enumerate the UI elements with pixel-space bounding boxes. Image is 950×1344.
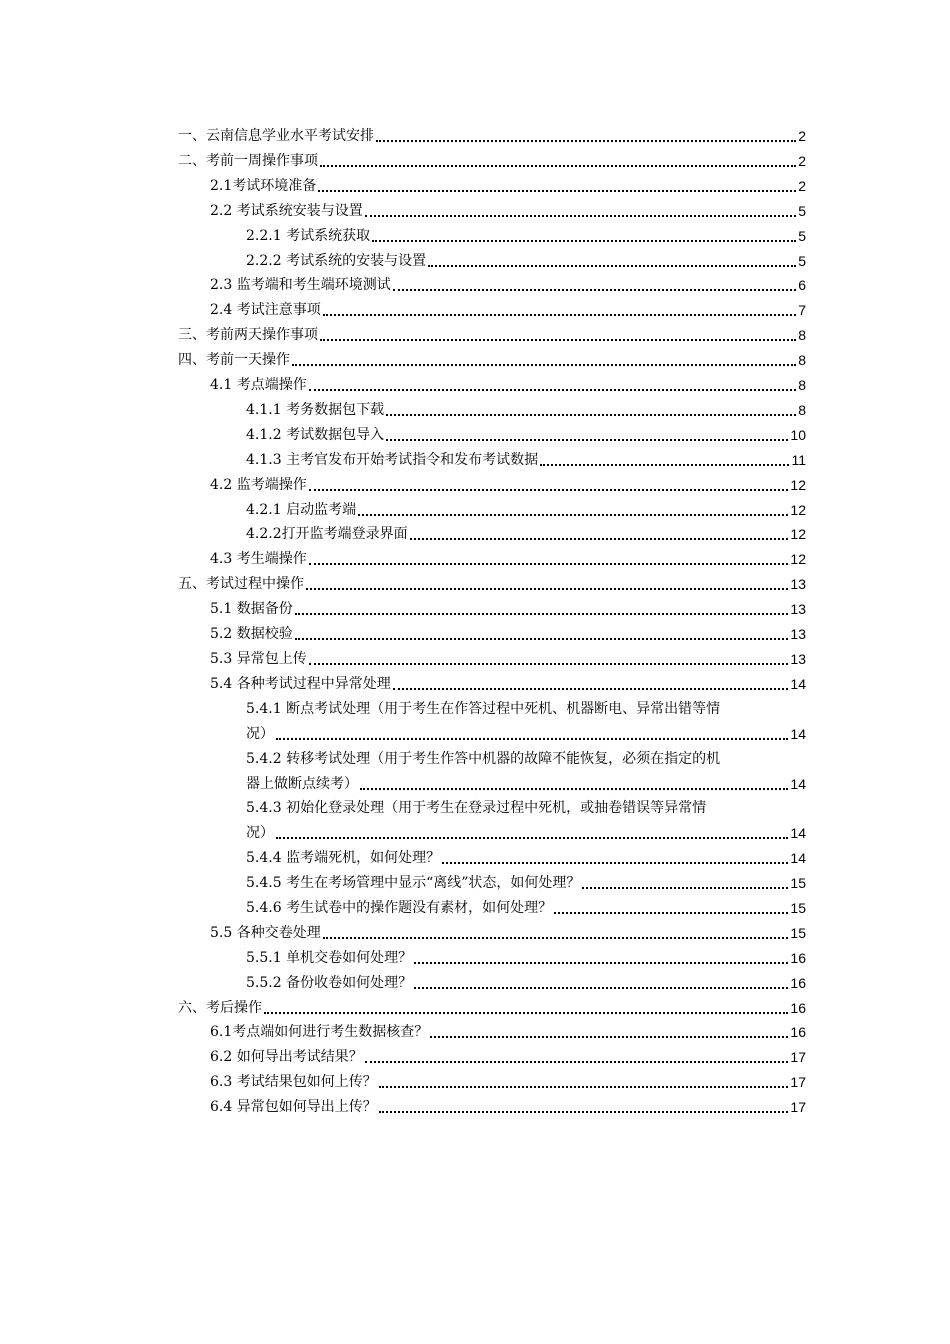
toc-entry[interactable] [246,224,806,249]
toc-entry[interactable] [246,697,806,747]
toc-entry[interactable] [178,124,806,149]
toc-page-number: 16 [790,999,806,1016]
toc-entry-title: 5.4.2 转移考试处理（用于考生作答中机器的故障不能恢复，必须在指定的机 [246,750,721,767]
toc-entry[interactable] [246,398,806,423]
toc-page-number: 14 [790,675,806,692]
toc-page-number: 16 [790,949,806,966]
toc-entry-title: 五、考试过程中操作 [178,576,304,593]
toc-entry[interactable] [210,174,806,199]
toc-entry[interactable] [178,323,806,348]
toc-entry-title: 4.2.1 启动监考端 [246,501,357,518]
toc-entry[interactable] [246,846,806,871]
toc-entry[interactable] [246,249,806,274]
dot-leader [309,663,789,665]
dot-leader [376,140,796,142]
toc-entry-title: 5.4.3 初始化登录处理（用于考生在登录过程中死机，或抽卷错误等异常情 [246,800,707,817]
toc-entry-title: 2.1考试环境准备 [210,177,317,194]
toc-entry-title: 4.2 监考端操作 [210,476,307,493]
toc-entry-title: 三、考前两天操作事项 [178,327,318,344]
dot-leader [309,489,789,491]
toc-entry-title: 5.3 异常包上传 [210,650,307,667]
toc-entry[interactable] [246,871,806,896]
toc-entry[interactable] [246,522,806,547]
toc-page-number: 5 [798,227,806,244]
toc-entry[interactable] [210,547,806,572]
dot-leader [360,788,788,790]
toc-entry-title-continued: 况） [246,725,274,742]
toc-page-number: 15 [790,875,806,891]
toc-page-number: 5 [798,252,806,269]
toc-page-number: 5 [798,202,806,219]
toc-page-number: 14 [790,725,806,742]
toc-page-number: 8 [798,377,806,393]
dot-leader [276,837,788,839]
toc-page-number: 13 [790,576,806,593]
dot-leader [295,638,789,640]
toc-page-number: 8 [798,401,806,418]
toc-page-number: 13 [790,650,806,667]
dot-leader [379,1111,789,1113]
dot-leader [393,289,796,291]
dot-leader [428,265,796,267]
dot-leader [320,165,796,167]
dot-leader [309,389,796,391]
dot-leader [414,987,788,989]
toc-entry-title: 六、考后操作 [178,999,262,1016]
dot-leader [410,538,789,540]
toc-entry-title: 4.1 考点端操作 [210,377,307,393]
toc-entry[interactable] [210,273,806,298]
toc-entry[interactable] [246,796,806,846]
toc-page-number: 14 [790,825,806,842]
dot-leader [554,912,788,914]
toc-page-number: 8 [798,352,806,369]
toc-entry-title: 2.2.1 考试系统获取 [246,227,371,244]
toc-entry[interactable] [210,647,806,672]
dot-leader [318,190,796,192]
dot-leader [430,1036,788,1038]
toc-page-number: 10 [790,426,806,443]
dot-leader [264,1012,788,1014]
dot-leader [372,240,796,242]
toc-entry[interactable] [210,1070,806,1095]
dot-leader [386,414,796,416]
toc-entry[interactable] [210,1045,806,1070]
toc-page-number: 16 [790,974,806,991]
toc-entry[interactable] [246,448,806,473]
dot-leader [320,339,796,341]
toc-entry-title: 2.2.2 考试系统的安装与设置 [246,252,427,269]
toc-page-number: 14 [790,850,806,867]
toc-entry[interactable] [210,921,806,946]
dot-leader [442,862,788,864]
toc-page-number: 2 [798,177,806,194]
dot-leader [309,563,789,565]
toc-entry[interactable] [178,348,806,373]
toc-entry-title-continued: 况） [246,825,274,842]
toc-page-number: 17 [790,1074,806,1091]
toc-entry-title: 4.3 考生端操作 [210,551,307,568]
dot-leader [306,588,788,590]
toc-entry-title: 5.5 各种交卷处理 [210,924,321,941]
toc-entry[interactable] [210,199,806,224]
toc-entry-title: 6.2 如何导出考试结果？ [210,1049,363,1066]
toc-entry-title: 5.1 数据备份 [210,601,293,618]
toc-entry[interactable] [210,1095,806,1120]
toc-page-number: 14 [790,775,806,792]
dot-leader [292,364,796,366]
dot-leader [386,439,788,441]
toc-entry-title: 2.4 考试注意事项 [210,302,321,319]
toc-entry-title: 6.1考点端如何进行考生数据核查？ [210,1024,429,1041]
toc-entry-title: 5.4.5 考生在考场管理中显示“离线”状态，如何处理？ [246,875,581,891]
dot-leader [393,688,789,690]
toc-entry-title: 5.4.1 断点考试处理（用于考生在作答过程中死机、机器断电、异常出错等情 [246,700,721,717]
toc-page-number: 17 [790,1049,806,1066]
toc-entry[interactable] [210,1020,806,1045]
toc-entry-title: 5.5.1 单机交卷如何处理？ [246,949,413,966]
dot-leader [323,314,796,316]
toc-entry[interactable] [246,747,806,797]
toc-entry-title: 2.3 监考端和考生端环境测试 [210,277,391,294]
toc-entry-title: 一、云南信息学业水平考试安排 [178,128,374,144]
toc-page-number: 15 [790,899,806,916]
toc-page-number: 13 [790,601,806,618]
dot-leader [365,215,796,217]
toc-entry[interactable] [210,373,806,398]
toc-entry[interactable] [210,672,806,697]
toc-entry[interactable] [246,498,806,523]
toc-page-number: 2 [798,128,806,144]
toc-page-number: 12 [790,551,806,568]
toc-entry-title: 5.4 各种考试过程中异常处理 [210,675,391,692]
toc-entry-title: 4.1.2 考试数据包导入 [246,426,385,443]
dot-leader [379,1086,789,1088]
toc-page-number: 11 [791,451,806,468]
toc-entry[interactable] [246,971,806,996]
toc-page-number: 12 [790,501,806,518]
dot-leader [295,613,789,615]
toc-entry-title: 5.2 数据校验 [210,626,293,642]
toc-page-number: 13 [790,626,806,642]
toc-page-number: 2 [798,152,806,169]
toc-page-number: 16 [790,1024,806,1041]
toc-entry-title: 5.5.2 备份收卷如何处理？ [246,974,413,991]
toc-entry[interactable] [210,473,806,498]
toc-entry[interactable] [246,423,806,448]
toc-page-number: 17 [790,1099,806,1116]
toc-page-number: 6 [798,277,806,294]
toc-entry-title: 6.4 异常包如何导出上传？ [210,1099,377,1116]
toc-page-number: 15 [790,924,806,941]
toc-entry-title: 2.2 考试系统安装与设置 [210,202,363,219]
toc-entry-title: 4.1.1 考务数据包下载 [246,401,385,418]
toc-entry-title: 四、考前一天操作 [178,352,290,369]
toc-page-number: 12 [790,476,806,493]
dot-leader [276,738,788,740]
toc-entry-title: 5.4.6 考生试卷中的操作题没有素材，如何处理？ [246,899,553,916]
toc-entry-title: 4.2.2打开监考端登录界面 [246,526,408,543]
toc-page-number: 12 [790,526,806,543]
toc-entry[interactable] [178,996,806,1021]
toc-entry-title-continued: 器上做断点续考） [246,775,358,792]
toc-entry[interactable] [246,896,806,921]
toc-entry[interactable] [178,572,806,597]
dot-leader [414,962,788,964]
dot-leader [323,937,789,939]
toc-entry-title: 5.4.4 监考端死机，如何处理？ [246,850,441,867]
toc-entry[interactable] [210,622,806,647]
toc-entry[interactable] [246,946,806,971]
toc-entry-title: 4.1.3 主考官发布开始考试指令和发布考试数据 [246,451,539,468]
toc-page-number: 7 [798,302,806,319]
toc-entry[interactable] [178,149,806,174]
dot-leader [358,514,788,516]
dot-leader [540,464,789,466]
toc-entry-title: 二、考前一周操作事项 [178,152,318,169]
toc-entry[interactable] [210,298,806,323]
toc-entry-title: 6.3 考试结果包如何上传？ [210,1074,377,1091]
toc-page-number: 8 [798,327,806,344]
toc-entry[interactable] [210,597,806,622]
dot-leader [582,887,788,889]
dot-leader [365,1061,789,1063]
